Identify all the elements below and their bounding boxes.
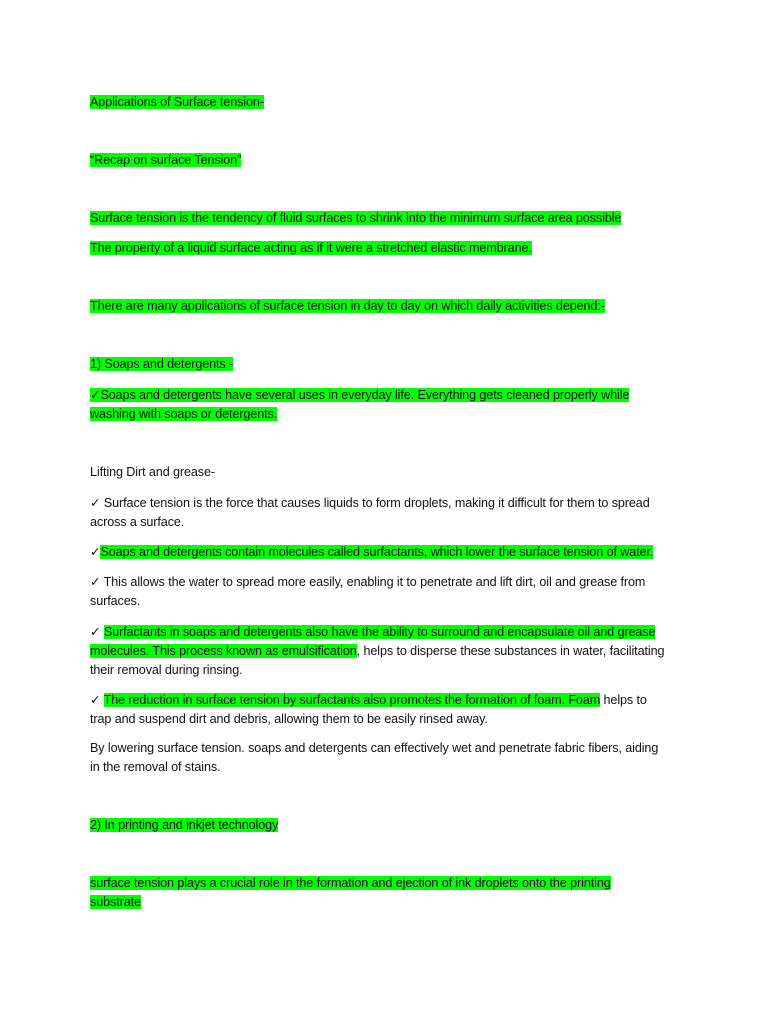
subheading-text: Lifting Dirt and grease- xyxy=(90,465,216,479)
section2-para1-text1: surface tension plays a crucial role in the formation and ejection of ink droplets onto the printing xyxy=(90,876,611,890)
bullet5-text2: trap and suspend dirt and debris, allowing them to be easily rinsed away. xyxy=(90,712,488,726)
intro-line xyxy=(90,297,605,316)
bullet4-text3: their removal during rinsing. xyxy=(90,663,243,677)
bullet4-check: ✓ xyxy=(90,625,104,639)
bullet1-text1: ✓ Surface tension is the force that causes liquids to form droplets, making it difficult for them to spread xyxy=(90,496,650,510)
bullet5-line2 xyxy=(90,710,488,729)
bullet5-text1-highlight: The reduction in surface tension by surfactants also promotes the formation of foam. Foam xyxy=(103,693,601,707)
section1-para1-text1: ✓Soaps and detergents have several uses in everyday life. Everything gets cleaned properly while xyxy=(90,388,630,402)
section1-para2-line2 xyxy=(90,758,221,777)
bullet2-line xyxy=(90,543,653,562)
section2-heading-line xyxy=(90,816,278,835)
section1-para1-text2: washing with soaps or detergents. xyxy=(90,407,278,421)
intro-text: There are many applications of surface tension in day to day on which daily activities depend:- xyxy=(90,299,605,313)
definition-line-1 xyxy=(90,209,621,228)
bullet4-text1: Surfactants in soaps and detergents also have the ability to surround and encapsulate oil and grease xyxy=(103,625,656,639)
definition-text-1: Surface tension is the tendency of fluid surfaces to shrink into the minimum surface area possible xyxy=(90,211,622,225)
definition-text-2: The property of a liquid surface acting as if it were a stretched elastic membrane. xyxy=(90,241,532,255)
section2-heading: 2) In printing and inkjet technology xyxy=(90,818,279,832)
bullet3-line2 xyxy=(90,592,140,611)
bullet4-line3 xyxy=(90,661,243,680)
section1-heading-line xyxy=(90,355,233,374)
bullet5-check: ✓ xyxy=(90,693,104,707)
recap-heading: “Recap on surface Tension” xyxy=(90,153,242,167)
doc-title-line xyxy=(90,93,264,112)
section1-heading: 1) Soaps and detergents - xyxy=(90,357,234,371)
bullet5-line1 xyxy=(90,691,647,710)
bullet2-check: ✓ xyxy=(90,545,101,559)
bullet1-line1 xyxy=(90,494,650,513)
bullet3-text2: surfaces. xyxy=(90,594,141,608)
bullet2-text: Soaps and detergents contain molecules called surfactants, which lower the surface tension of water. xyxy=(100,545,654,559)
bullet1-text2: across a surface. xyxy=(90,515,185,529)
section1-para2-text1: By lowering surface tension. soaps and detergents can effectively wet and penetrate fabric fibers, aiding xyxy=(90,741,659,755)
section1-para2-line1 xyxy=(90,739,658,758)
subheading-line xyxy=(90,463,215,482)
recap-line xyxy=(90,151,241,170)
section2-para1-text2: substrate xyxy=(90,895,141,909)
bullet1-line2 xyxy=(90,513,184,532)
bullet3-text1: ✓ This allows the water to spread more easily, enabling it to penetrate and lift dirt, oil and grease from xyxy=(90,575,646,589)
definition-line-2 xyxy=(90,239,532,258)
bullet4-text2-highlight: molecules. This process known as emulsification xyxy=(90,644,357,658)
section1-para2-text2: in the removal of stains. xyxy=(90,760,221,774)
section2-para1-line1 xyxy=(90,874,611,893)
bullet3-line1 xyxy=(90,573,645,592)
bullet5-text1-rest: helps to xyxy=(600,693,647,707)
section1-para1-line2 xyxy=(90,405,277,424)
bullet4-text2-rest: , helps to disperse these substances in water, facilitating xyxy=(356,644,665,658)
section2-para1-line2 xyxy=(90,893,141,912)
bullet4-line1 xyxy=(90,623,655,642)
bullet4-line2 xyxy=(90,642,664,661)
doc-title: Applications of Surface tension- xyxy=(90,95,264,109)
section1-para1-line1 xyxy=(90,386,629,405)
